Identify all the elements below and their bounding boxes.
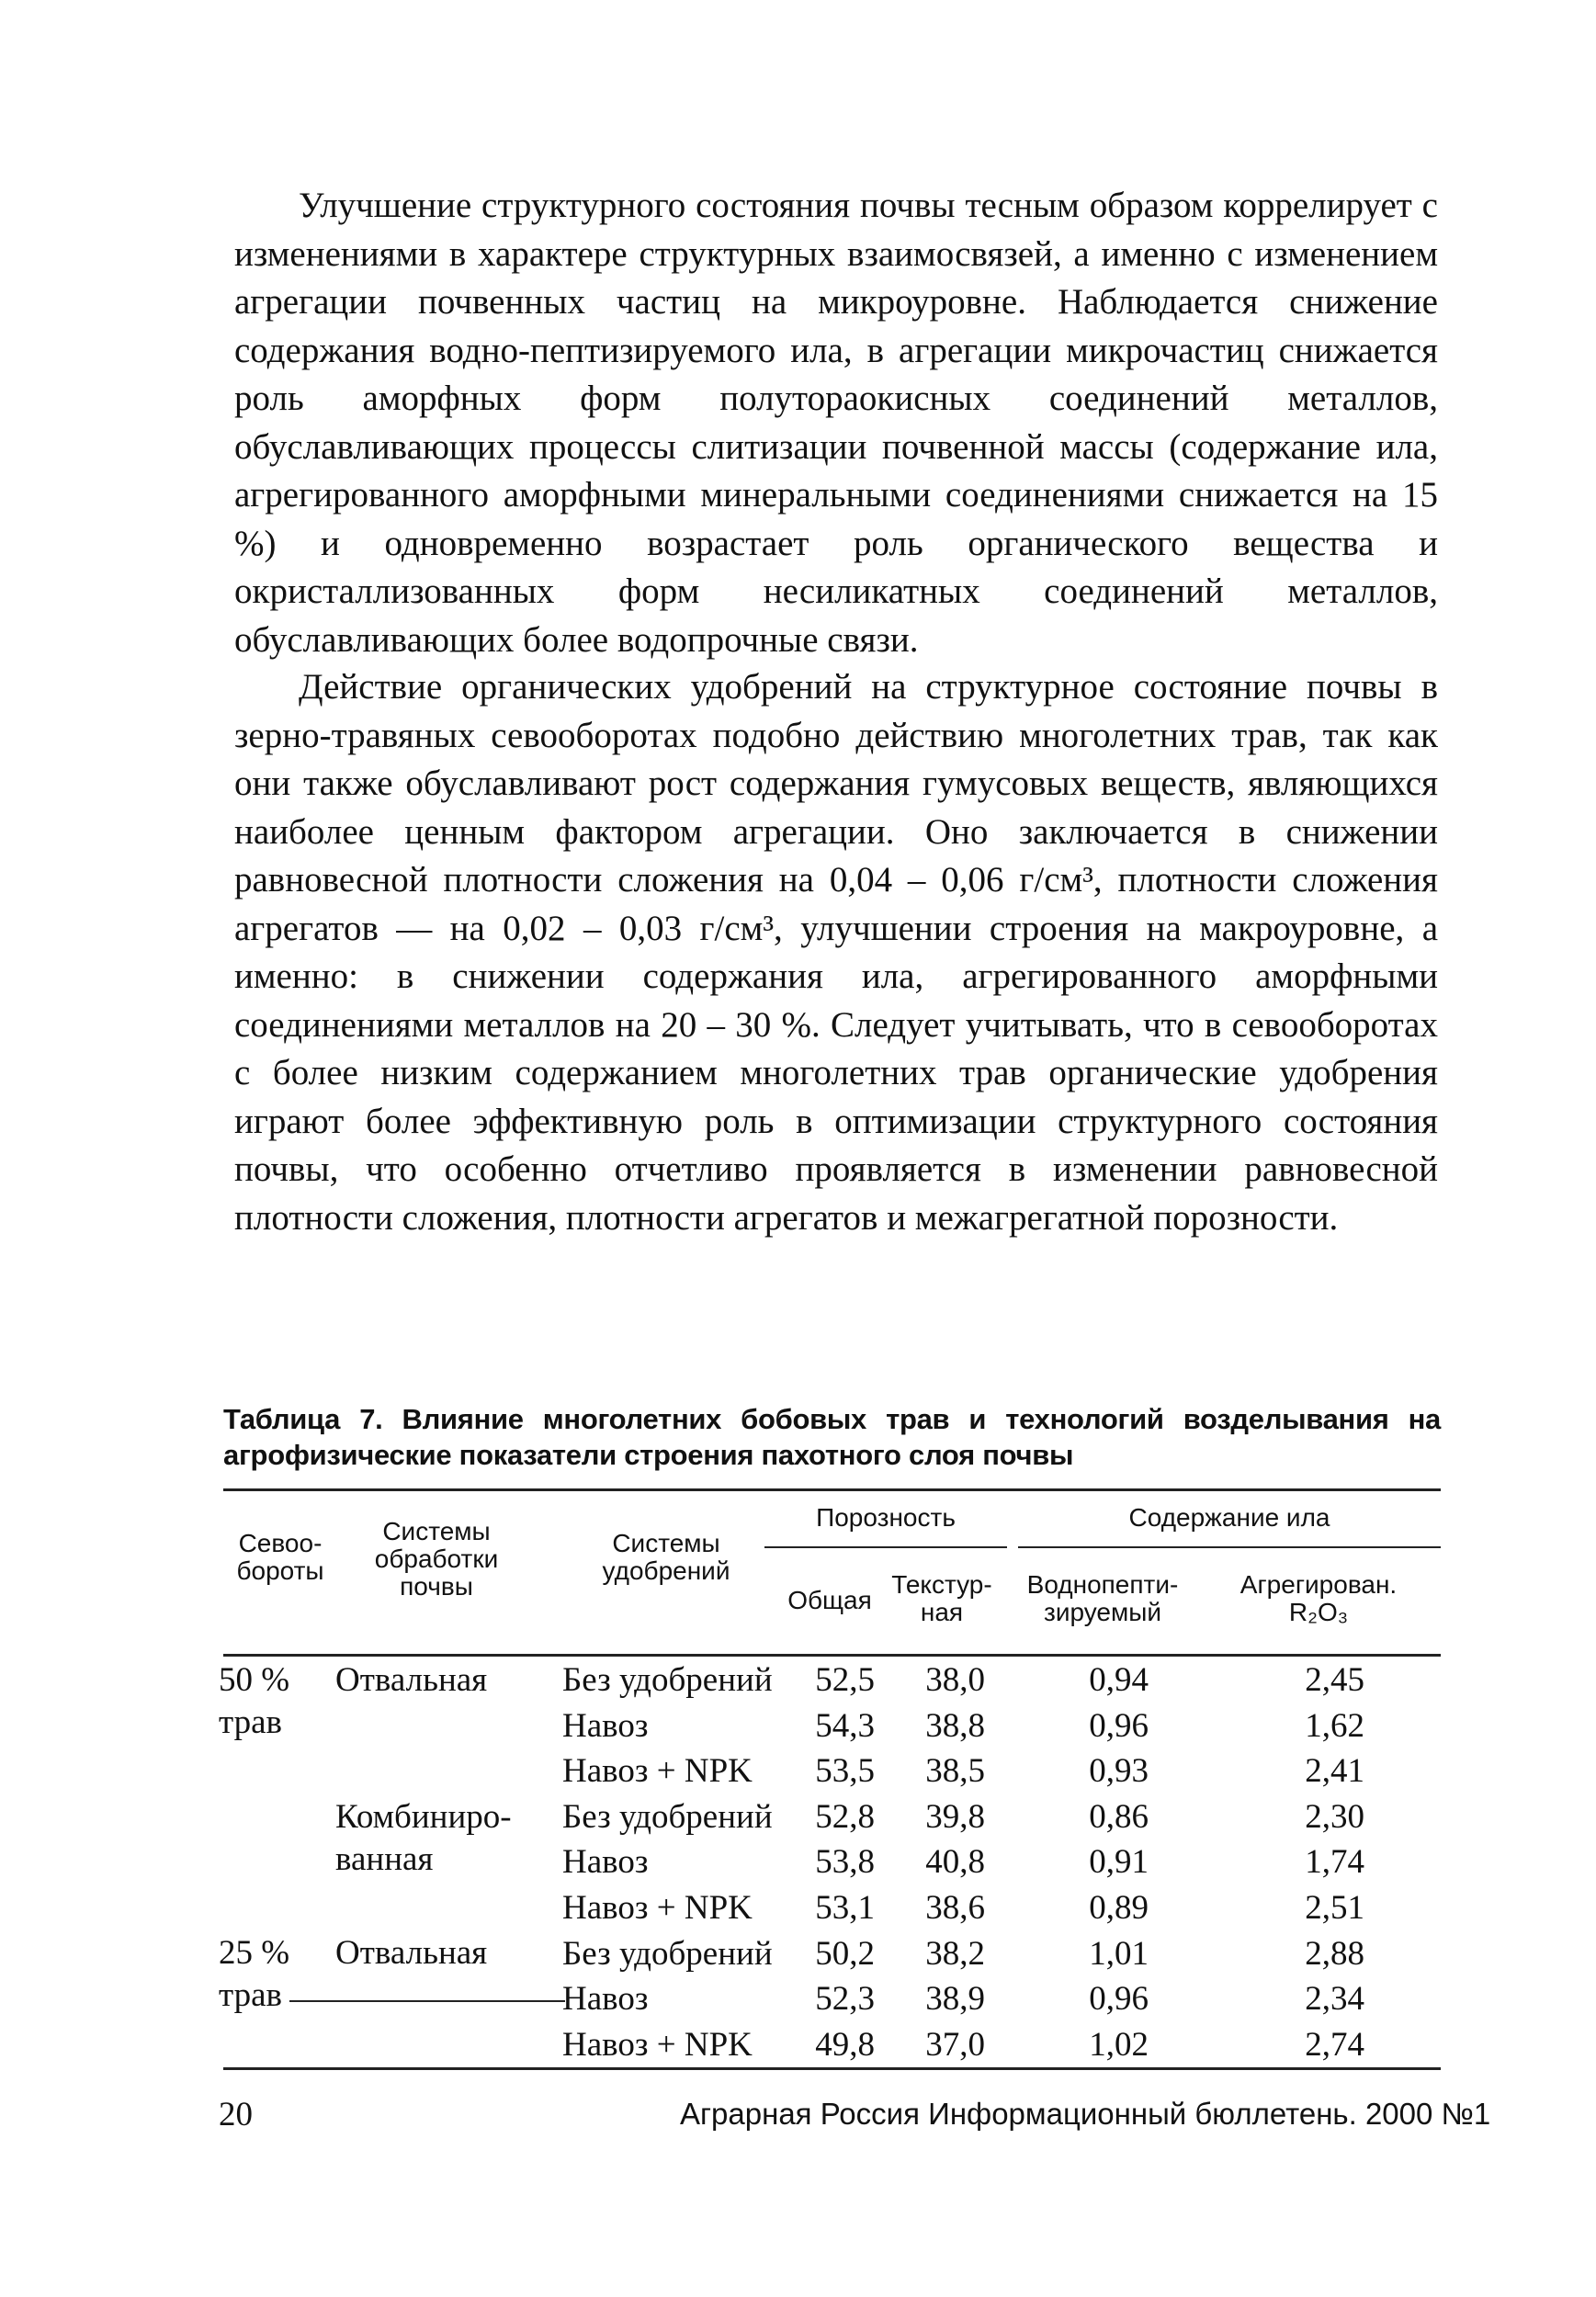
aggregated-cell: 2,45 bbox=[1305, 1661, 1364, 1699]
table-caption-text: Влияние многолетних бобовых трав и технологий возделывания на агрофизические показатели строения пахотного слоя почвы bbox=[223, 1403, 1441, 1471]
fertilizer-cell: Навоз + NPK bbox=[562, 1889, 753, 1927]
aggregated-cell: 2,34 bbox=[1305, 1980, 1364, 2019]
aggregated-cell: 1,62 bbox=[1305, 1706, 1364, 1745]
water-peptized-cell: 0,96 bbox=[1089, 1706, 1149, 1745]
fertilizer-cell: Без удобрений bbox=[562, 1934, 773, 1973]
total-porosity-cell: 53,5 bbox=[815, 1752, 875, 1791]
table-caption-label: Таблица 7. bbox=[223, 1403, 383, 1435]
fertilizer-cell: Навоз + NPK bbox=[562, 2025, 753, 2064]
total-porosity-cell: 52,3 bbox=[815, 1980, 875, 2019]
textural-porosity-cell: 38,5 bbox=[925, 1752, 985, 1791]
water-peptized-cell: 0,89 bbox=[1089, 1889, 1149, 1927]
total-porosity-cell: 50,2 bbox=[815, 1934, 875, 1973]
aggregated-cell: 2,51 bbox=[1305, 1889, 1364, 1927]
table-header-rule bbox=[223, 1654, 1441, 1657]
group2-rule bbox=[1018, 1546, 1441, 1548]
water-peptized-cell: 0,93 bbox=[1089, 1752, 1149, 1791]
paragraph-2 bbox=[234, 663, 1438, 1242]
textural-porosity-cell: 40,8 bbox=[925, 1843, 985, 1882]
fertilizer-cell: Навоз bbox=[562, 1980, 649, 2019]
water-peptized-cell: 1,02 bbox=[1089, 2025, 1149, 2064]
water-peptized-cell: 0,86 bbox=[1089, 1797, 1149, 1836]
tillage-moldboard-1: Отвальная bbox=[335, 1661, 488, 1699]
total-porosity-cell: 53,1 bbox=[815, 1889, 875, 1927]
header-clay: Содержание ила bbox=[1128, 1503, 1330, 1532]
paragraph-1 bbox=[234, 182, 1438, 664]
aggregated-cell: 2,41 bbox=[1305, 1752, 1364, 1791]
total-porosity-cell: 54,3 bbox=[815, 1706, 875, 1745]
table-top-rule bbox=[223, 1488, 1441, 1491]
header-aggregated: Агрегирован. R₂O₃ bbox=[1239, 1570, 1398, 1626]
header-tillage: Системы обработки почвы bbox=[374, 1517, 499, 1601]
rotation-25-label: 25 % трав bbox=[219, 1934, 290, 2014]
paragraph-2-text: Действие органических удобрений на структурное состояние почвы в зерно-травяных севооборотах подобно действию многолетних трав, так как они также обуславливают рост содержания гумусовых веществ, являющихся наиболее ценным фактором агрегации. Оно заключается в снижении равновесной плотности сложения на 0,04 – 0,06 г/см³, плотности сложения агрегатов — на 0,02 – 0,03 г/см³, улучшении строения на макроуровне, а именно: в снижении содержания ила, агрегированного аморфными соединениями металлов на 20 – 30 %. Следует учитывать, что в севооборотах с более низким содержанием многолетних трав органические удобрения играют более эффективную роль в оптимизации структурного состояния почвы, что особенно отчетливо проявляется в изменении равновесной плотности сложения, плотности агрегатов и межагрегатной порозности. bbox=[234, 667, 1438, 1238]
header-water-peptized: Воднопепти- зируемый bbox=[1026, 1570, 1179, 1626]
textural-porosity-cell: 38,2 bbox=[925, 1934, 985, 1973]
fertilizer-cell: Без удобрений bbox=[562, 1797, 773, 1836]
textural-porosity-cell: 37,0 bbox=[925, 2025, 985, 2064]
total-porosity-cell: 52,5 bbox=[815, 1661, 875, 1699]
textural-porosity-cell: 38,6 bbox=[925, 1889, 985, 1927]
header-fertilizer: Системы удобрений bbox=[602, 1529, 730, 1585]
paragraph-1-text: Улучшение структурного состояния почвы тесным образом коррелирует с изменениями в характере структурных взаимосвязей, а именно с изменением агрегации почвенных частиц на микроуровне. Наблюдается снижение содержания водно-пептизируемого ила, в агрегации микрочастиц снижается роль аморфных форм полутораокисных соединений металлов, обуславливающих процессы слитизации почвенной массы (содержание ила, агрегированного аморфными минеральными соединениями снижается на 15 %) и одновременно возрастает роль органического вещества и окристаллизованных форм несиликатных соединений металлов, обуславливающих более водопрочные связи. bbox=[234, 186, 1438, 660]
header-porosity: Порозность bbox=[816, 1503, 956, 1532]
page-number: 20 bbox=[219, 2096, 253, 2133]
rotation-50-label: 50 % трав bbox=[219, 1661, 290, 1741]
tillage-moldboard-2: Отвальная bbox=[335, 1934, 488, 1972]
stray-line bbox=[289, 2000, 565, 2002]
total-porosity-cell: 52,8 bbox=[815, 1797, 875, 1836]
group1-rule bbox=[764, 1546, 1007, 1548]
textural-porosity-cell: 38,9 bbox=[925, 1980, 985, 2019]
water-peptized-cell: 0,91 bbox=[1089, 1843, 1149, 1882]
aggregated-cell: 1,74 bbox=[1305, 1843, 1364, 1882]
textural-porosity-cell: 38,8 bbox=[925, 1706, 985, 1745]
header-rotation: Севоо- бороты bbox=[236, 1529, 324, 1585]
tillage-combined: Комбиниро- ванная bbox=[335, 1798, 512, 1878]
aggregated-cell: 2,74 bbox=[1305, 2025, 1364, 2064]
water-peptized-cell: 1,01 bbox=[1089, 1934, 1149, 1973]
textural-porosity-cell: 39,8 bbox=[925, 1797, 985, 1836]
water-peptized-cell: 0,96 bbox=[1089, 1980, 1149, 2019]
table-bottom-rule bbox=[223, 2067, 1441, 2070]
fertilizer-cell: Навоз bbox=[562, 1843, 649, 1882]
table-caption bbox=[223, 1401, 1441, 1473]
total-porosity-cell: 49,8 bbox=[815, 2025, 875, 2064]
total-porosity-cell: 53,8 bbox=[815, 1843, 875, 1882]
fertilizer-cell: Навоз + NPK bbox=[562, 1752, 753, 1791]
journal-footer: Аграрная Россия Информационный бюллетень. 2000 №1 bbox=[680, 2097, 1491, 2131]
aggregated-cell: 2,30 bbox=[1305, 1797, 1364, 1836]
header-total: Общая bbox=[787, 1586, 872, 1614]
aggregated-cell: 2,88 bbox=[1305, 1934, 1364, 1973]
fertilizer-cell: Без удобрений bbox=[562, 1661, 773, 1699]
fertilizer-cell: Навоз bbox=[562, 1706, 649, 1745]
textural-porosity-cell: 38,0 bbox=[925, 1661, 985, 1699]
header-textural: Текстур- ная bbox=[891, 1570, 992, 1626]
water-peptized-cell: 0,94 bbox=[1089, 1661, 1149, 1699]
